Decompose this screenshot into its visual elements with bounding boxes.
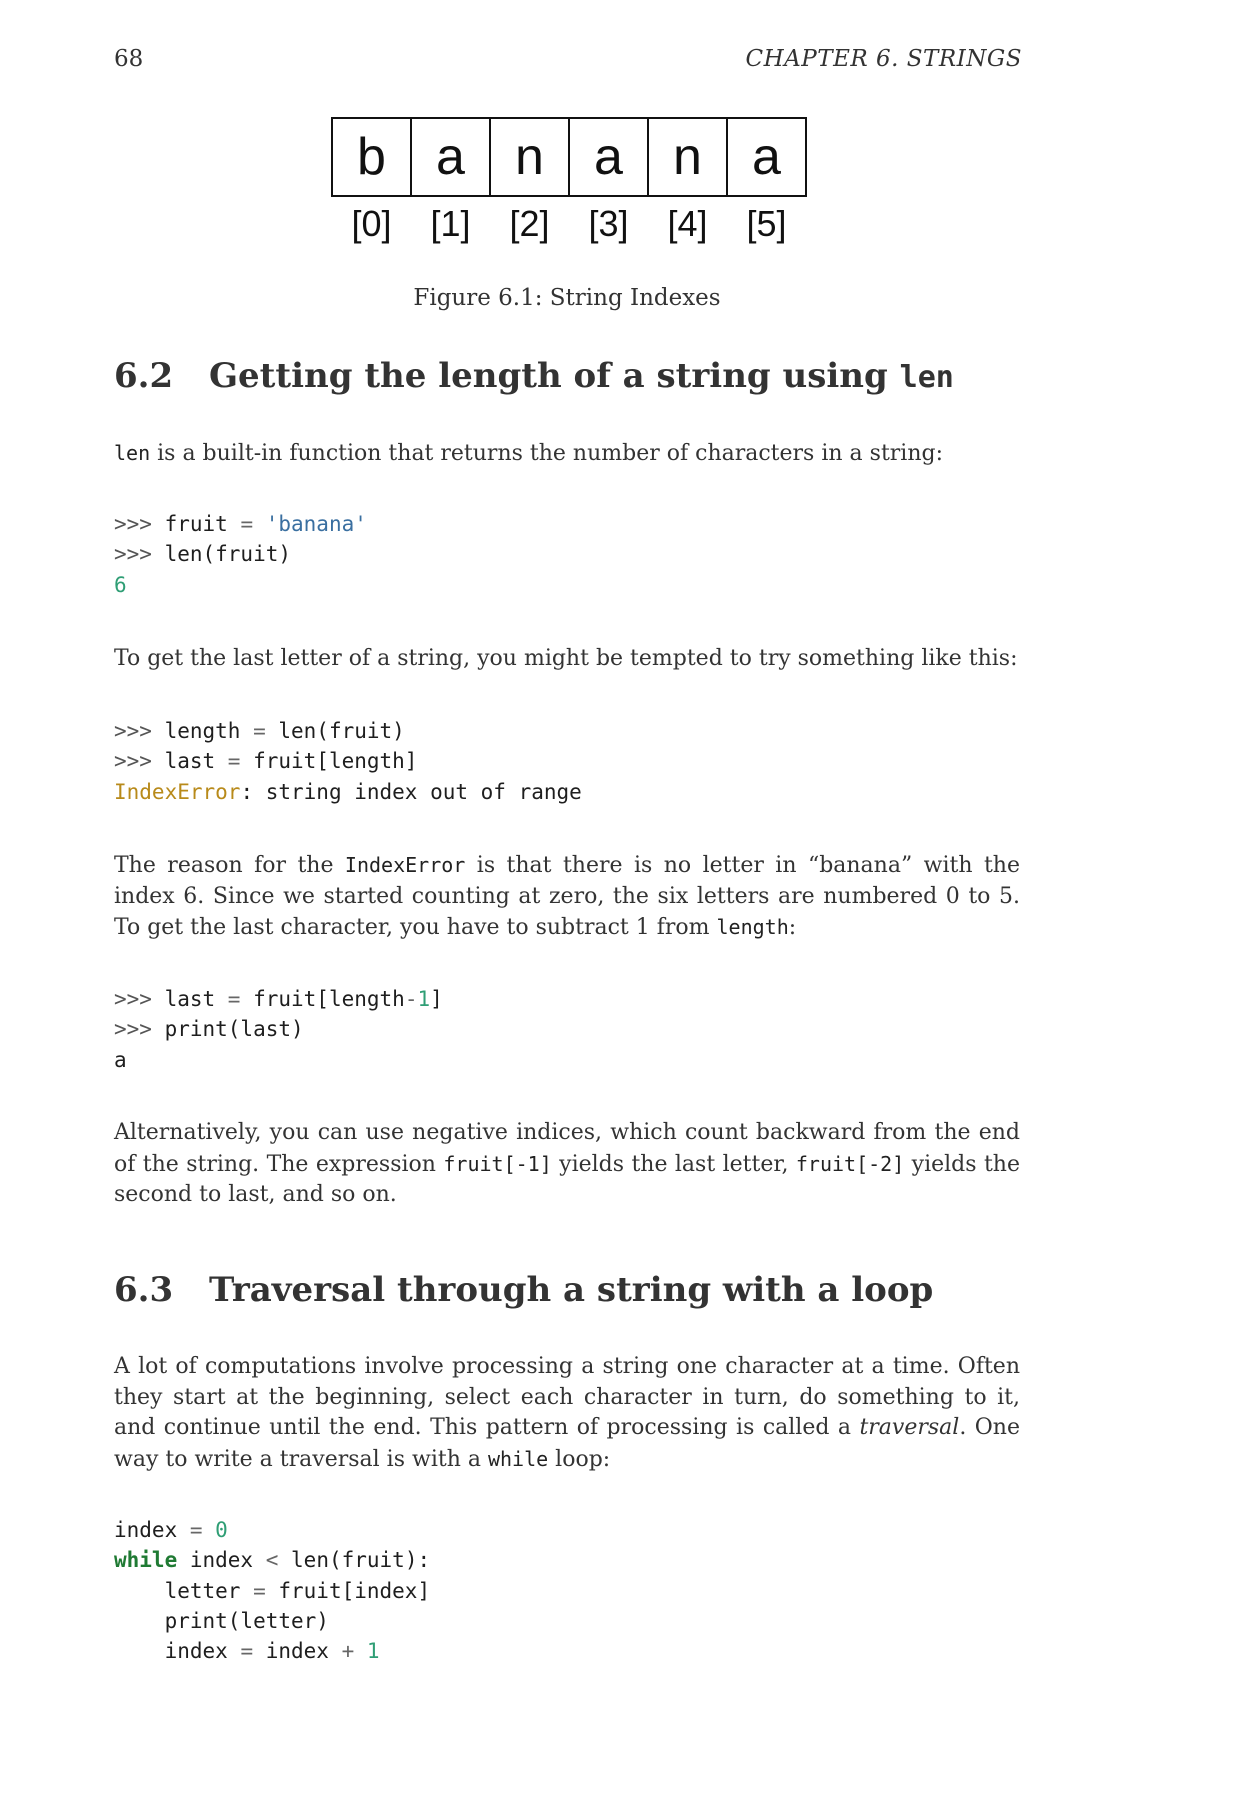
paragraph-text: : bbox=[788, 915, 797, 940]
code-token: < bbox=[265, 1548, 279, 1573]
code-token: = bbox=[215, 987, 254, 1011]
string-index-figure bbox=[331, 117, 807, 245]
paragraph-len-intro bbox=[114, 438, 1020, 470]
code-token: fruit[length] bbox=[253, 749, 418, 774]
code-token: index bbox=[114, 1518, 178, 1542]
code-prompt: >>> bbox=[114, 987, 165, 1011]
running-head: CHAPTER 6. STRINGS bbox=[745, 46, 1022, 72]
paragraph-traversal bbox=[114, 1352, 1020, 1475]
letter-cell: a bbox=[410, 117, 491, 197]
letter-cells bbox=[331, 117, 807, 197]
paragraph-text: . One way to write a traversal is with a bbox=[114, 1415, 1020, 1472]
code-token: = bbox=[227, 1639, 266, 1664]
letter-cell: n bbox=[489, 117, 570, 197]
code-indent bbox=[114, 1579, 165, 1603]
inline-code: len bbox=[114, 441, 151, 465]
page-number: 68 bbox=[114, 46, 144, 72]
paragraph-text: Alternatively, you can use negative indices, which count backward from the end of the string. The expression bbox=[114, 1120, 1020, 1177]
code-token: fruit bbox=[164, 512, 228, 536]
code-string: 'banana' bbox=[265, 512, 367, 536]
index-label: [5] bbox=[746, 203, 787, 244]
inline-code: IndexError bbox=[344, 853, 466, 877]
code-error-message: : string index out of range bbox=[240, 779, 582, 804]
code-block-index-error bbox=[114, 716, 582, 807]
code-token: letter bbox=[164, 1578, 241, 1603]
paragraph-text: is that there is no letter in “banana” with the index 6. Since we started counting at zero, the six letters are numbered 0 to 5. To get the last character, you have to subtract 1 from bbox=[114, 853, 1020, 940]
paragraph-negative-indices bbox=[114, 1118, 1020, 1211]
code-output: a bbox=[114, 1047, 127, 1072]
letter-cell: a bbox=[726, 117, 807, 197]
inline-code: fruit[-1] bbox=[443, 1151, 552, 1176]
inline-code: while bbox=[487, 1446, 549, 1471]
section-title-code: len bbox=[899, 360, 954, 395]
code-token: index bbox=[265, 1639, 342, 1664]
code-token: index bbox=[177, 1548, 266, 1573]
code-token: fruit[length bbox=[253, 987, 405, 1011]
code-prompt: >>> bbox=[114, 512, 165, 536]
code-token: = bbox=[240, 719, 279, 743]
paragraph-index-error-reason bbox=[114, 850, 1020, 944]
code-token: fruit[index] bbox=[278, 1578, 431, 1603]
code-keyword: while bbox=[114, 1548, 178, 1573]
paragraph-text: loop: bbox=[548, 1446, 611, 1472]
index-label: [0] bbox=[351, 203, 392, 244]
index-label: [2] bbox=[509, 203, 550, 244]
code-token: - bbox=[404, 987, 418, 1011]
code-error-name: IndexError bbox=[114, 779, 241, 804]
code-token: print(letter) bbox=[164, 1608, 329, 1633]
inline-code: fruit[-2] bbox=[795, 1151, 905, 1176]
letter-cell: a bbox=[568, 117, 649, 197]
code-token: length bbox=[164, 719, 241, 743]
code-prompt: >>> bbox=[114, 1017, 165, 1042]
paragraph-last-letter: To get the last letter of a string, you might be tempted to try something like this: bbox=[114, 646, 1018, 671]
paragraph-text: A lot of computations involve processing a string one character at a time. Often they start at the beginning, select each character in turn, do something to it, and continue until the end. This pattern of processing is called a bbox=[114, 1354, 1020, 1440]
code-number: 1 bbox=[417, 987, 431, 1011]
code-block-len bbox=[114, 509, 367, 600]
index-label: [1] bbox=[430, 203, 471, 244]
code-indent bbox=[114, 1639, 165, 1663]
paragraph-text: yields the second to last, and so on. bbox=[114, 1151, 1020, 1207]
code-token: = bbox=[240, 1578, 279, 1603]
index-label: [4] bbox=[667, 203, 708, 244]
paragraph-text: is a built-in function that returns the number of characters in a string: bbox=[150, 441, 943, 466]
code-token: len(fruit) bbox=[164, 542, 292, 567]
code-prompt: >>> bbox=[114, 542, 165, 567]
letter-cell: b bbox=[331, 117, 412, 197]
section-title: Traversal through a string with a loop bbox=[209, 1270, 934, 1310]
code-output: 6 bbox=[114, 572, 127, 597]
code-token: ] bbox=[430, 987, 443, 1011]
code-token: len(fruit) bbox=[278, 719, 405, 743]
code-token: = bbox=[177, 1518, 216, 1542]
section-heading-6-3 bbox=[114, 1270, 933, 1310]
code-token: = bbox=[227, 512, 266, 536]
code-token: index bbox=[164, 1639, 228, 1664]
code-token: last bbox=[164, 987, 216, 1011]
section-heading-6-2 bbox=[114, 356, 954, 396]
code-token: = bbox=[215, 749, 254, 774]
code-block-while-loop bbox=[114, 1515, 430, 1666]
section-title: Getting the length of a string using bbox=[209, 356, 900, 396]
code-prompt: >>> bbox=[114, 749, 165, 774]
figure-caption: Figure 6.1: String Indexes bbox=[413, 285, 721, 311]
code-token: last bbox=[164, 749, 216, 774]
code-prompt: >>> bbox=[114, 719, 165, 743]
code-token: len(fruit): bbox=[278, 1548, 431, 1573]
letter-cell: n bbox=[647, 117, 728, 197]
code-block-last-char bbox=[114, 984, 443, 1075]
code-number: 0 bbox=[215, 1518, 228, 1542]
code-number: 1 bbox=[366, 1639, 380, 1664]
code-token: print(last) bbox=[164, 1017, 304, 1042]
index-labels bbox=[331, 203, 807, 245]
inline-code: length bbox=[716, 915, 789, 939]
paragraph-text: yields the last letter, bbox=[551, 1151, 796, 1177]
section-number: 6.2 bbox=[114, 356, 174, 396]
paragraph-text: The reason for the bbox=[114, 853, 345, 878]
code-token bbox=[354, 1639, 367, 1663]
code-indent bbox=[114, 1609, 165, 1633]
index-label: [3] bbox=[588, 203, 629, 244]
emphasis-term: traversal bbox=[859, 1415, 960, 1440]
code-token: + bbox=[341, 1639, 355, 1664]
section-number: 6.3 bbox=[114, 1270, 174, 1310]
